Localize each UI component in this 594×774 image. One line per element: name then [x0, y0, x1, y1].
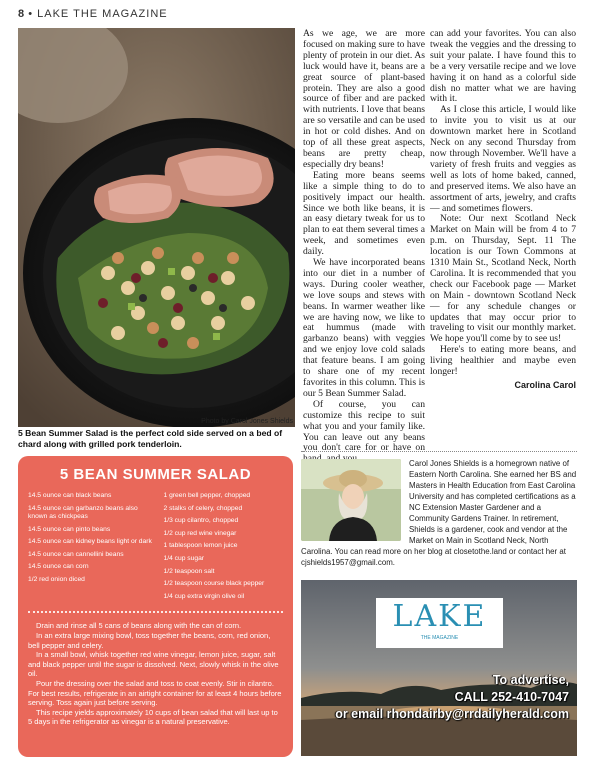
article-paragraph: As I close this article, I would like to invite you to visit us at our downtown market here in Scotland Neck on any second Thursday from now through November. We'll have a variety of fresh fruits and veggies as well as lots of home baked, canned, and preserved items. We also have an assortment of arts, jewelry, and crafts — and sometimes flowers.: [430, 104, 576, 214]
article-paragraph: Of course, you can customize this recipe to suit what you and your family like. You can leave out any beans you don't care for or have on: [303, 398, 425, 454]
ingredient-item: 1/4 cup sugar: [163, 554, 205, 562]
ingredient-item: 1/2 teaspoon salt: [163, 567, 215, 575]
ingredient-item: 1/2 red onion diced: [28, 575, 85, 583]
direction-step: Pour the dressing over the salad and toss to coat evenly. Stir in cilantro. For best results, refrigerate in an airtight container for at least 4 hours before serving. Toss again just before serving.: [28, 678, 282, 708]
lake-magazine-logo: [376, 598, 503, 648]
ingredient-item: 1/4 cup extra virgin olive oil: [163, 592, 245, 600]
recipe-box: [18, 456, 293, 757]
recipe-directions: [28, 621, 283, 727]
direction-step: In an extra large mixing bowl, toss together the beans, corn, red onion, bell pepper and celery.: [28, 630, 271, 650]
dotted-divider: [28, 611, 283, 613]
article-column-1: [303, 29, 425, 465]
article-paragraph: Note: Our next Scotland Neck Market on Main will be from 4 to 7 p.m. on Thursday, Sept. 11 The location is our Town Commons at 1310 Main St., Scotland Neck, North Carolina. It is recommended that you check our Facebook page — Market on Main - downtown Scotland Neck — for any schedule changes or updates that may occur prior to traveling to visit our monthly market. We hope you'll come by to see us!: [430, 213, 576, 345]
salad-photo: [18, 28, 295, 427]
ingredient-item: 14.5 ounce can garbanzo beans also known as chickpeas: [28, 504, 138, 520]
ad-email: or email rhondairby@rrdailyherald.com: [335, 707, 569, 721]
page-header: [18, 8, 168, 20]
article-column-2: [430, 29, 576, 391]
ad-line-1: To advertise,: [492, 673, 569, 687]
page-number: 8: [18, 8, 25, 20]
bio-divider: [301, 451, 577, 452]
header-bullet: •: [28, 8, 34, 20]
direction-step: This recipe yields approximately 10 cups of bean salad that will last up to 5 days in the refrigerator as vinegar is a natural preservative.: [28, 707, 278, 727]
article-paragraph: We have incorporated beans into our diet in a number of ways. During cooler weather, we love soups and stews with beans. In warmer weather like we are having now, we like to eat hummus (made with garbanzo beans) with veggies and we enjoy love cold salads that feature beans. I am going to share one of my recent favorites in this column. This is our 5 Bean Summer Salad.: [303, 257, 425, 399]
author-signoff: Carolina Carol: [514, 380, 576, 390]
bio-text: Carol Jones Shields is a homegrown native of Eastern North Carolina. She earned her BS and Masters in Health Education from East Carolina University and has completed certifications as a NC Extension Master Gardener and a Community Gardens Trainer. In retirement, Shields is a gardener, cook and vendor at the Market on Main in Scotland Neck, North Carolina. You can read more on her blog at closetothe.land or contact her at cjshields1957@gmail.com.: [301, 459, 577, 567]
ad-phone: CALL 252-410-7047: [454, 690, 569, 704]
ingredient-item: 1/2 cup red wine vinegar: [163, 529, 237, 537]
advertisement: [301, 580, 577, 756]
ingredient-item: 1/3 cup cilantro, chopped: [163, 517, 239, 525]
author-photo: [301, 459, 401, 541]
author-photo-illustration: [301, 459, 401, 541]
logo-subtitle: THE MAGAZINE: [420, 635, 459, 641]
direction-step: In a small bowl, whisk together red wine vinegar, lemon juice, sugar, salt and black pepper until the sugar is dissolved. Next, slowly whisk in the olive oil.: [28, 650, 279, 679]
ingredient-item: 1/2 teaspoon course black pepper: [163, 580, 265, 588]
recipe-title: 5 BEAN SUMMER SALAD: [59, 466, 252, 483]
article-paragraph: can add your favorites. You can also tweak the veggies and the dressing to suit your palate. I have found this to be a very versatile recipe and we love having it on hand as a colorful side dish no matter what we are having with it.: [430, 28, 576, 105]
author-bio: [301, 458, 577, 568]
article-paragraph: Eating more beans seems like a simple thing to do to positively impact our health. Since we both like beans, it is an easy dietary tweak for us to plan to eat them several times a week, and sometimes even daily.: [303, 169, 425, 258]
ingredients-list: [28, 492, 283, 605]
photo-caption: 5 Bean Summer Salad is the perfect cold side served on a bed of chard along with grilled pork tenderloin.: [18, 428, 283, 449]
ingredient-item: 1 green bell pepper, chopped: [163, 492, 251, 499]
ingredient-item: 14.5 ounce can cannellini beans: [28, 550, 124, 558]
salad-photo-illustration: [18, 28, 295, 427]
ingredient-item: 14.5 ounce can pinto beans: [28, 525, 111, 533]
article-paragraph: Here's to eating more beans, and living healthier and maybe even longer!: [430, 344, 576, 378]
ad-contact: [307, 672, 569, 723]
ingredient-item: 14.5 ounce can corn: [28, 563, 89, 571]
ingredient-item: 2 stalks of celery, chopped: [163, 504, 243, 512]
logo-word: LAKE: [392, 599, 487, 634]
ingredient-item: 1 tablespoon lemon juice: [163, 542, 238, 550]
ingredient-item: 14.5 ounce can black beans: [28, 492, 112, 499]
ingredients-left: [28, 492, 156, 605]
article-paragraph: As we age, we are more focused on making sure to have plenty of protein in our diet. As luck would have it, beans are a great source of plant-based protein. They are also a good source of fiber and are packed with nutrients. I love that beans are so versatile and can be used in hot or cold dishes. And on top of all these great aspects, beans are pretty cheap, especially dry beans!: [303, 28, 425, 170]
magazine-name: LAKE THE MAGAZINE: [37, 8, 168, 20]
photo-credit: Photo by Carol Jones Shields: [201, 418, 293, 425]
ingredients-right: [156, 492, 284, 605]
direction-step: Drain and rinse all 5 cans of beans along with the can of corn.: [36, 621, 242, 631]
ingredient-item: 14.5 ounce can kidney beans light or dark: [28, 538, 152, 546]
